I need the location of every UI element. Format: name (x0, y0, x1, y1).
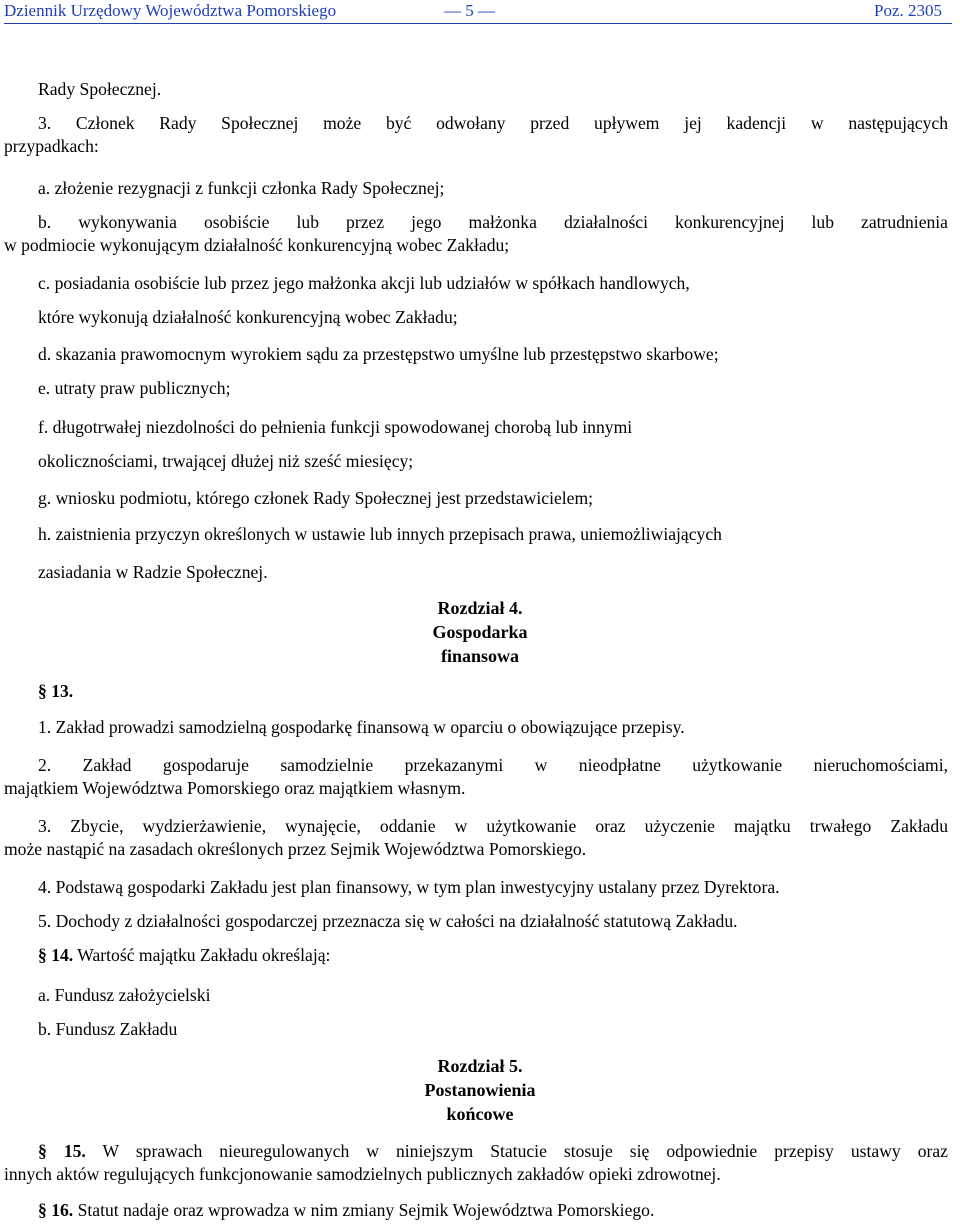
list-item: a. złożenie rezygnacji z funkcji członka Rady Społecznej; (38, 178, 445, 198)
position-number: Poz. 2305 (874, 1, 942, 20)
list-item: e. utraty praw publicznych; (38, 378, 231, 398)
section-number: 13. (51, 681, 74, 701)
text-line: 4. Podstawą gospodarki Zakładu jest plan finansowy, w tym plan inwestycyjny ustalany przez Dyrektora. (38, 877, 780, 897)
text-line: okolicznościami, trwającej dłużej niż sześć miesięcy; (38, 451, 414, 471)
text-line: przypadkach: (4, 136, 99, 156)
section-symbol: § (38, 945, 47, 965)
journal-title: Dziennik Urzędowy Województwa Pomorskiego (4, 1, 337, 20)
list-item: b. Fundusz Zakładu (38, 1019, 178, 1039)
list-item: c. posiadania osobiście lub przez jego małżonka akcji lub udziałów w spółkach handlowych, (38, 273, 690, 293)
page-header (4, 0, 952, 22)
chapter-title: Gospodarka (432, 622, 528, 642)
text-line: 1. Zakład prowadzi samodzielną gospodarkę finansową w oparciu o obowiązujące przepisy. (38, 717, 685, 737)
list-item: g. wniosku podmiotu, którego członek Rady Społecznej jest przedstawicielem; (38, 488, 594, 508)
text-line: 2. Zakład gospodaruje samodzielnie przekazanymi w nieodpłatne użytkowanie nieruchomościami, (38, 755, 948, 775)
section-symbol: § (38, 1141, 47, 1161)
section-sign (38, 680, 73, 702)
list-item: d. skazania prawomocnym wyrokiem sądu za przestępstwo umyślne lub przestępstwo skarbowe; (38, 344, 719, 364)
chapter-title: końcowe (446, 1104, 514, 1124)
text-line: majątkiem Województwa Pomorskiego oraz majątkiem własnym. (4, 778, 466, 798)
section-text: Wartość majątku Zakładu określają: (77, 945, 331, 965)
text-line: 5. Dochody z działalności gospodarczej przeznacza się w całości na działalność statutową Zakładu. (38, 911, 738, 931)
text-line: innych aktów regulujących funkcjonowanie samodzielnych publicznych zakładów opieki zdrowotnej. (4, 1164, 721, 1184)
list-item: b. wykonywania osobiście lub przez jego małżonka działalności konkurencyjnej lub zatrudnienia (38, 212, 948, 232)
section-symbol: § (38, 1200, 47, 1220)
text-line: które wykonują działalność konkurencyjną wobec Zakładu; (38, 307, 458, 327)
section-16 (38, 1199, 654, 1221)
chapter-title: finansowa (440, 646, 520, 666)
section-text: W sprawach nieuregulowanych w niniejszym Statucie stosuje się odpowiednie przepisy ustawy oraz (102, 1141, 948, 1161)
list-item: f. długotrwałej niezdolności do pełnienia funkcji spowodowanej chorobą lub innymi (38, 417, 633, 437)
section-14 (38, 944, 330, 966)
page-number: — 5 — (444, 1, 495, 20)
section-number: 16. (51, 1200, 74, 1220)
header-divider (4, 23, 952, 24)
chapter-number: Rozdział 5. (437, 1056, 523, 1076)
section-text: Statut nadaje oraz wprowadza w nim zmiany Sejmik Województwa Pomorskiego. (77, 1200, 655, 1220)
text-line: może nastąpić na zasadach określonych przez Sejmik Województwa Pomorskiego. (4, 839, 587, 859)
section-number: 15. (63, 1141, 86, 1161)
text-line: Rady Społecznej. (38, 79, 162, 99)
text-line: zasiadania w Radzie Społecznej. (38, 562, 268, 582)
text-line: 3. Członek Rady Społecznej może być odwołany przed upływem jej kadencji w następujących (38, 113, 948, 133)
list-item: h. zaistnienia przyczyn określonych w ustawie lub innych przepisach prawa, uniemożliwiających (38, 524, 722, 544)
text-line: 3. Zbycie, wydzierżawienie, wynajęcie, oddanie w użytkowanie oraz użyczenie majątku trwałego Zakładu (38, 816, 948, 836)
list-item: a. Fundusz założycielski (38, 985, 211, 1005)
section-15 (38, 1140, 948, 1162)
chapter-title: Postanowienia (424, 1080, 536, 1100)
chapter-number: Rozdział 4. (437, 598, 523, 618)
section-number: 14. (51, 945, 74, 965)
section-symbol: § (38, 681, 47, 701)
text-line: w podmiocie wykonującym działalność konkurencyjną wobec Zakładu; (4, 235, 510, 255)
